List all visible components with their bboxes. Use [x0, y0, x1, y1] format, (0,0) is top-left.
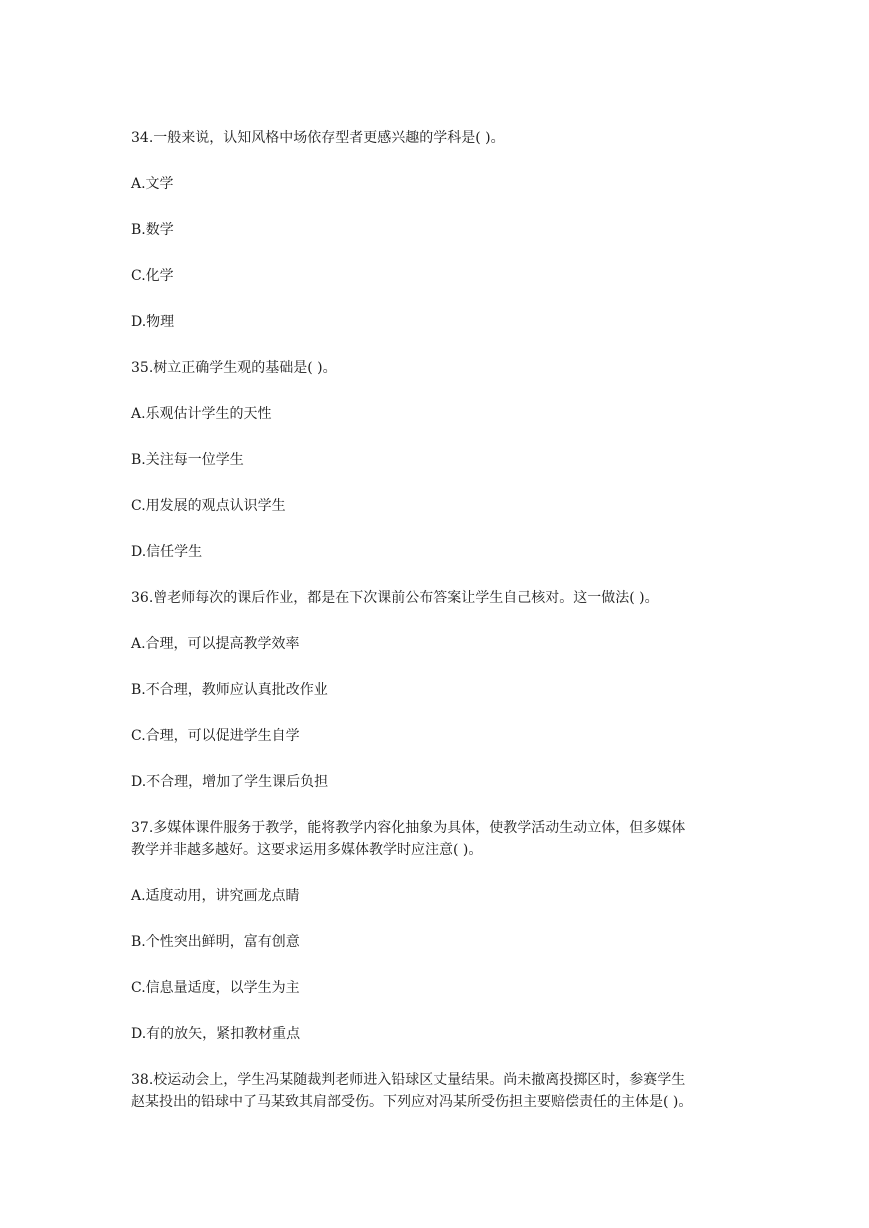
question-stem-line-1: 37.多媒体课件服务于教学，能将教学内容化抽象为具体，使教学活动生动立体，但多媒体: [131, 820, 686, 836]
option-a: A.乐观估计学生的天性: [131, 406, 272, 422]
question-stem: [131, 1069, 751, 1113]
option-b: B.个性突出鲜明，富有创意: [131, 934, 300, 950]
question-stem-line-1: 38.校运动会上，学生冯某随裁判老师进入铅球区丈量结果。尚未撤离投掷区时，参赛学生: [131, 1072, 686, 1088]
option-b: B.不合理，教师应认真批改作业: [131, 682, 328, 698]
option-b: B.数学: [131, 222, 174, 238]
question-stem: 34.一般来说，认知风格中场依存型者更感兴趣的学科是( )。: [131, 130, 505, 146]
option-c: C.合理，可以促进学生自学: [131, 728, 300, 744]
option-c: C.用发展的观点认识学生: [131, 498, 286, 514]
option-c: C.信息量适度，以学生为主: [131, 980, 300, 996]
question-stem-line-2: 教学并非越多越好。这要求运用多媒体教学时应注意( )。: [131, 842, 483, 858]
option-d: D.物理: [131, 314, 175, 330]
option-d: D.有的放矢，紧扣教材重点: [131, 1026, 301, 1042]
question-37: [131, 817, 751, 1045]
option-a: A.适度动用，讲究画龙点睛: [131, 888, 300, 904]
question-stem: 36.曾老师每次的课后作业，都是在下次课前公布答案让学生自己核对。这一做法( )。: [131, 590, 659, 606]
question-stem: [131, 817, 751, 861]
option-a: A.合理，可以提高教学效率: [131, 636, 300, 652]
option-b: B.关注每一位学生: [131, 452, 244, 468]
document-page: [131, 127, 751, 1137]
option-c: C.化学: [131, 268, 174, 284]
option-a: A.文学: [131, 176, 174, 192]
question-34: [131, 127, 751, 333]
option-d: D.信任学生: [131, 544, 203, 560]
question-stem-line-2: 赵某投出的铅球中了马某致其肩部受伤。下列应对冯某所受伤担主要赔偿责任的主体是( )。: [131, 1094, 693, 1110]
question-35: [131, 357, 751, 563]
option-d: D.不合理，增加了学生课后负担: [131, 774, 329, 790]
question-36: [131, 587, 751, 793]
question-38: [131, 1069, 751, 1113]
question-stem: 35.树立正确学生观的基础是( )。: [131, 360, 337, 376]
